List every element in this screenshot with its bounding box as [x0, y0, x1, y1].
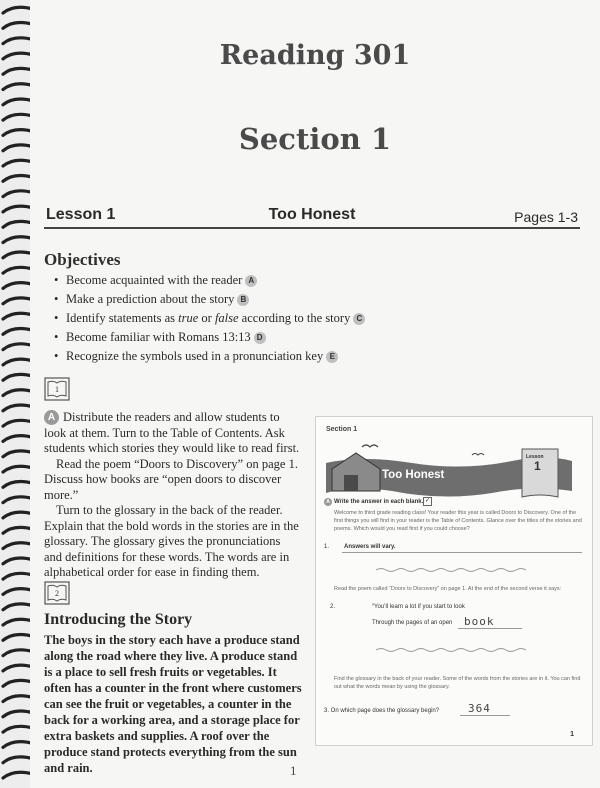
question-1-number: 1.	[324, 544, 330, 550]
spiral-coil	[3, 145, 33, 151]
objective-badge: D	[254, 332, 266, 344]
workbook-lesson-number: 1	[534, 459, 541, 473]
spiral-coil	[3, 696, 33, 702]
book-title: Reading 301	[219, 40, 411, 71]
spiral-coil	[3, 191, 33, 197]
workbook-lesson-label: Lesson	[526, 454, 544, 460]
spiral-coil	[3, 23, 33, 29]
spiral-coil	[3, 420, 33, 426]
spiral-coil	[3, 99, 33, 105]
spiral-coil	[3, 160, 33, 166]
spiral-coil	[3, 589, 33, 595]
paragraph: Read the poem “Doors to Discovery” on page 1. Discuss how books are “open doors to discover more.”	[44, 456, 298, 502]
instruction-badge: A	[324, 498, 332, 506]
spiral-coil	[3, 114, 33, 120]
spiral-coil	[3, 313, 33, 319]
spiral-coil	[3, 359, 33, 365]
objective-item: • Recognize the symbols used in a pronunciation key E	[54, 347, 365, 366]
spiral-coil	[3, 573, 33, 579]
question-2-line: Through the pages of an open	[372, 620, 453, 626]
spiral-coil	[3, 665, 33, 671]
spiral-coil	[3, 298, 33, 304]
question-3-answer: 364	[468, 702, 491, 715]
workbook-page-image	[315, 416, 593, 746]
question-2-number: 2.	[330, 604, 336, 610]
lesson-header	[44, 205, 580, 229]
spiral-coil	[3, 543, 33, 549]
page-number: 1	[290, 763, 297, 778]
spiral-coil	[3, 757, 33, 763]
question-3: 3. On which page does the glossary begin?	[324, 708, 440, 714]
spiral-coil	[3, 436, 33, 442]
spiral-coil	[3, 221, 33, 227]
workbook-page-number: 1	[570, 731, 574, 738]
lesson-pages: Pages 1-3	[514, 209, 578, 225]
spiral-coil	[3, 466, 33, 472]
spiral-coil	[3, 329, 33, 335]
workbook-intro-text: Welcome to third grade reading class! Your reader this year is called Doors to Discovery. One of the first things you will find in your reader is the Table of Contents. Glance over the titles of the stories and poems. Which would you read first if you could choose?	[334, 510, 582, 532]
spiral-coil	[3, 390, 33, 396]
question-1-answer: Answers will vary.	[344, 544, 396, 550]
workbook-glossary-text: Find the glossary in the back of your reader. Some of the words from the stories are in it. You can find out what the words mean by using the glossary.	[334, 676, 581, 690]
answer-line	[460, 715, 510, 716]
objective-item: • Make a prediction about the story B	[54, 290, 365, 309]
activity-badge: A	[44, 410, 59, 425]
spiral-coil	[3, 405, 33, 411]
objective-badge: C	[353, 313, 365, 325]
spiral-coil	[3, 497, 33, 503]
open-book-icon	[44, 581, 70, 605]
paragraph: Turn to the glossary in the back of the reader. Explain that the bold words in the stories are in the glossary. The glossary gives the pronunciations and definitions for these words. The words are in alphabetical order for ease in finding them.	[44, 503, 299, 579]
intro-heading: Introducing the Story	[44, 611, 193, 628]
answer-line	[342, 552, 582, 553]
step-number: 2	[55, 589, 59, 598]
spiral-coil	[3, 619, 33, 625]
spiral-coil	[3, 604, 33, 610]
open-book-icon	[44, 377, 70, 401]
workbook-page	[30, 0, 600, 788]
spiral-coil	[3, 635, 33, 641]
spiral-coil	[3, 252, 33, 258]
spiral-coil	[3, 84, 33, 90]
section-title: Section 1	[238, 122, 392, 156]
checkbox-icon: ✓	[424, 498, 431, 504]
lesson-title: Too Honest	[268, 206, 356, 223]
spiral-binding	[0, 0, 34, 788]
spiral-coil	[3, 711, 33, 717]
spiral-coil	[3, 374, 33, 380]
spiral-coil	[3, 650, 33, 656]
spiral-coil	[3, 344, 33, 350]
spiral-coil	[3, 206, 33, 212]
lesson-number: Lesson 1	[46, 206, 116, 223]
workbook-title: Too Honest	[382, 469, 445, 481]
intro-text: The boys in the story each have a produce stand along the road where they live. A produce stand is a place to sell fresh fruits or vegetables. It often has a counter in the front where customers can see the fruit or vegetables, a counter in the back for a working area, and a storage place for extra baskets and supplies. A roof over the produce stand protects everything from the sun and rain.	[44, 633, 302, 775]
question-2-quote: “You’ll learn a lot if you start to look	[372, 604, 465, 610]
objective-badge: B	[237, 294, 249, 306]
divider-squiggle	[376, 567, 526, 573]
objective-badge: E	[326, 351, 338, 363]
spiral-coil	[3, 482, 33, 488]
objective-badge: A	[245, 275, 257, 287]
workbook-section: Section 1	[326, 426, 358, 433]
spiral-coil	[3, 176, 33, 182]
objective-item: • Become acquainted with the reader A	[54, 271, 365, 290]
workbook-poem-text: Read the poem called “Doors to Discovery” on page 1. At the end of the second verse it says:	[334, 586, 562, 592]
spiral-coil	[3, 726, 33, 732]
objective-item: • Become familiar with Romans 13:13 D	[54, 328, 365, 347]
objective-item: • Identify statements as true or false according to the story C	[54, 309, 365, 328]
spiral-coil	[3, 772, 33, 778]
paragraph: A Distribute the readers and allow students to look at them. Turn to the Table of Contents. Ask students which stories they would like to read first.	[44, 410, 300, 455]
lesson-banner-illustration	[322, 441, 584, 503]
spiral-coil	[3, 53, 33, 59]
spiral-coil	[3, 7, 33, 13]
spiral-coil	[3, 283, 33, 289]
spiral-coil	[3, 267, 33, 273]
spiral-coil	[3, 38, 33, 44]
spiral-coil	[3, 680, 33, 686]
divider-squiggle	[376, 647, 526, 653]
step-number: 1	[55, 385, 59, 394]
spiral-coil	[3, 512, 33, 518]
spiral-coil	[3, 558, 33, 564]
spiral-coil	[3, 68, 33, 74]
objectives-list	[54, 271, 365, 366]
spiral-coil	[3, 742, 33, 748]
spiral-coil	[3, 237, 33, 243]
workbook-instruction: A Write the answer in each blank.	[324, 498, 423, 506]
answer-line	[458, 628, 522, 629]
spiral-coil	[3, 451, 33, 457]
step1-text	[44, 410, 300, 581]
question-2-answer: book	[464, 615, 495, 628]
spiral-coil	[3, 527, 33, 533]
spiral-coil	[3, 130, 33, 136]
objectives-heading: Objectives	[44, 250, 121, 269]
